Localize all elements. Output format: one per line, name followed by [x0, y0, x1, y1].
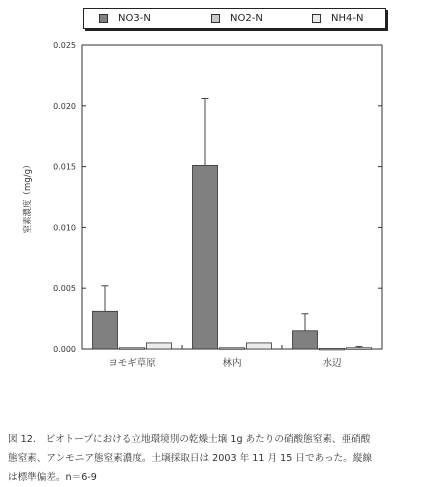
y-tick-label: 0.010 — [53, 223, 76, 233]
caption-line-1: 図 12. ビオトープにおける立地環境別の乾燥土壌 1g あたりの硝酸態窒素、亜硝酸 — [8, 434, 371, 445]
bar — [193, 165, 218, 349]
caption-line-3: は標準偏差。n＝6-9 — [8, 472, 97, 483]
y-tick-label: 0.000 — [53, 345, 76, 354]
y-tick-label: 0.005 — [53, 284, 76, 294]
bar — [247, 343, 272, 349]
caption-line-2: 態窒素、アンモニア態窒素濃度。土壌採取日は 2003 年 11 月 15 日であった。縦線 — [8, 453, 373, 464]
y-tick-label: 0.015 — [53, 162, 76, 172]
x-tick-label: ヨモギ草原 — [108, 358, 156, 369]
bar — [220, 348, 245, 350]
legend-label-no3: NO3-N — [118, 13, 151, 24]
y-tick-label: 0.025 — [53, 41, 76, 50]
x-tick-label: 水辺 — [322, 358, 342, 369]
plot-frame — [82, 45, 382, 349]
bar — [147, 343, 172, 349]
y-tick-label: 0.020 — [53, 101, 76, 111]
bar — [120, 348, 145, 350]
legend-label-no2: NO2-N — [230, 13, 263, 24]
figure-caption — [8, 430, 418, 487]
legend-label-nh4: NH4-N — [331, 13, 364, 24]
x-tick-label: 林内 — [222, 358, 242, 369]
y-axis-label: 窒素濃度（mg/g） — [23, 160, 33, 234]
bar — [93, 311, 118, 349]
bar — [293, 331, 318, 349]
bar — [347, 348, 372, 350]
bar — [320, 348, 345, 350]
